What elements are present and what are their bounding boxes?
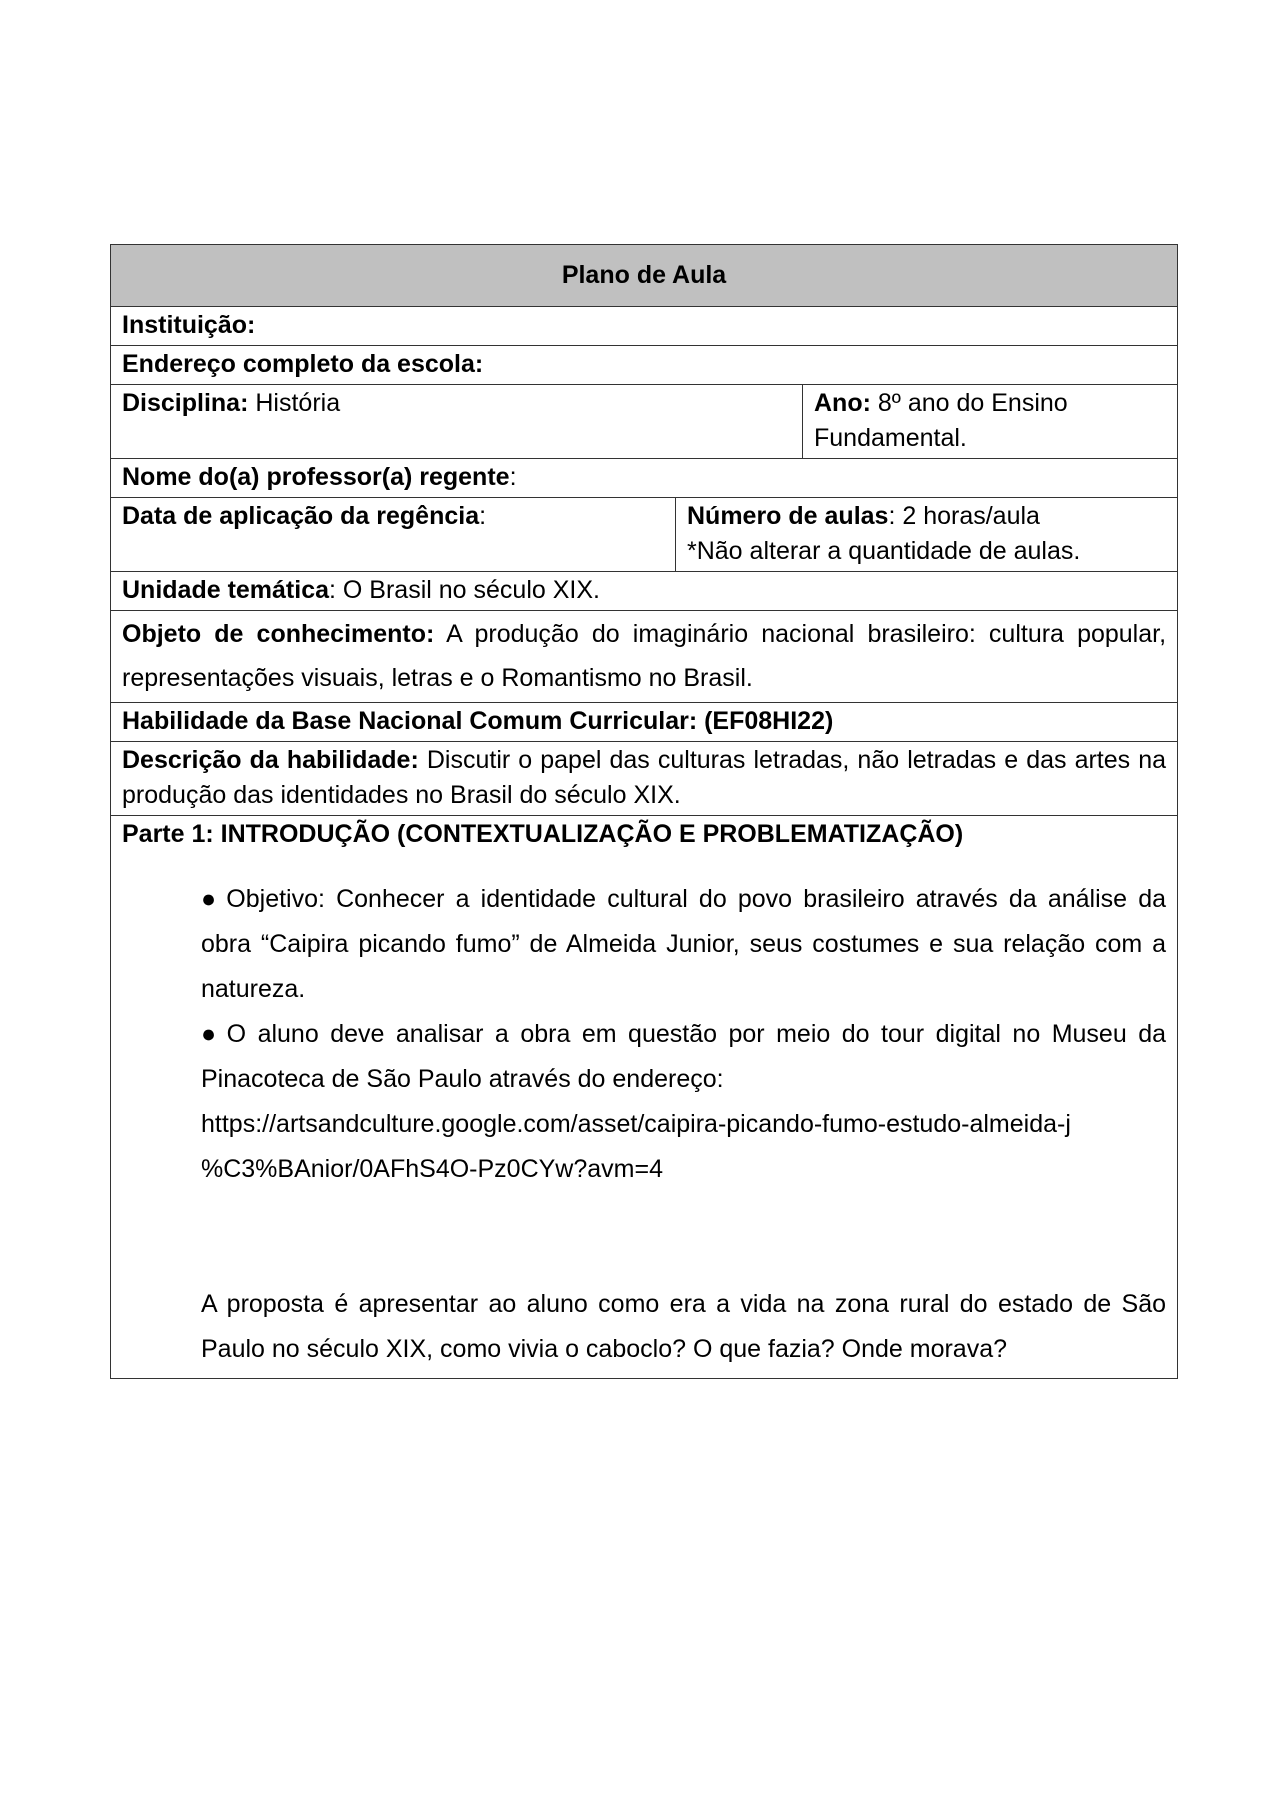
data-numero-row	[111, 498, 1178, 572]
lesson-plan-page	[110, 244, 1177, 1379]
objeto-cell	[111, 611, 1178, 703]
instituicao-row	[111, 307, 1178, 346]
objeto-label: Objeto de conhecimento:	[122, 620, 435, 648]
bullet-objetivo-text: Objetivo: Conhecer a identidade cultural do povo brasileiro através da análise da obra “Caipira picando fumo” de Almeida Junior, seus costumes e sua relação com a natureza.	[201, 885, 1167, 1003]
unidade-cell	[111, 572, 1178, 611]
disciplina-cell	[111, 385, 803, 459]
numero-label: Número de aulas	[687, 502, 889, 530]
professor-row	[111, 459, 1178, 498]
numero-cell	[676, 498, 1178, 572]
ano-cell	[803, 385, 1178, 459]
objeto-value: A produção do imaginário nacional brasileiro: cultura popular, representações visuais, letras e o Romantismo no Brasil.	[122, 620, 1167, 692]
descricao-label: Descrição da habilidade:	[122, 746, 419, 774]
endereco-label: Endereço completo da escola:	[111, 346, 1178, 385]
lesson-plan-table	[110, 244, 1178, 1379]
professor-colon: :	[509, 463, 517, 491]
instituicao-label: Instituição:	[111, 307, 1178, 346]
professor-label: Nome do(a) professor(a) regente	[122, 463, 510, 491]
data-colon: :	[479, 502, 487, 530]
url-line-1: https://artsandculture.google.com/asset/caipira-picando-fumo-estudo-almeida-j	[201, 1110, 1071, 1138]
bullet-objetivo	[201, 877, 1166, 1012]
endereco-row	[111, 346, 1178, 385]
disciplina-label: Disciplina:	[122, 389, 249, 417]
numero-note: *Não alterar a quantidade de aulas.	[687, 537, 1081, 565]
unidade-label: Unidade temática	[122, 576, 330, 604]
habilidade-row	[111, 703, 1178, 742]
professor-cell	[111, 459, 1178, 498]
numero-value: : 2 horas/aula	[888, 502, 1040, 530]
disciplina-value: História	[248, 389, 341, 417]
title-row	[111, 245, 1178, 307]
parte1-heading: Parte 1: INTRODUÇÃO (CONTEXTUALIZAÇÃO E PROBLEMATIZAÇÃO)	[122, 820, 964, 848]
data-label: Data de aplicação da regência	[122, 502, 480, 530]
parte1-row	[111, 816, 1178, 1379]
url-line-2: %C3%BAnior/0AFhS4O-Pz0CYw?avm=4	[201, 1155, 663, 1183]
unidade-value: : O Brasil no século XIX.	[329, 576, 600, 604]
ano-label: Ano:	[814, 389, 871, 417]
bullet-icon: ●	[201, 1020, 221, 1048]
plan-title: Plano de Aula	[111, 245, 1178, 307]
ano-value: 8º ano do Ensino Fundamental.	[814, 389, 1068, 452]
objeto-row	[111, 611, 1178, 703]
bullet-icon: ●	[201, 885, 221, 913]
parte1-cell	[111, 816, 1178, 1379]
parte1-body	[201, 877, 1166, 1372]
data-cell	[111, 498, 676, 572]
unidade-row	[111, 572, 1178, 611]
descricao-value: Discutir o papel das culturas letradas, não letradas e das artes na produção das identidades no Brasil do século XIX.	[122, 746, 1167, 809]
habilidade-label: Habilidade da Base Nacional Comum Curricular: (EF08HI22)	[111, 703, 1178, 742]
disciplina-ano-row	[111, 385, 1178, 459]
blank-spacer	[201, 1192, 1166, 1282]
bullet-analisar	[201, 1012, 1166, 1102]
bullet-analisar-text: O aluno deve analisar a obra em questão por meio do tour digital no Museu da Pinacoteca de São Paulo através do endereço:	[201, 1020, 1167, 1093]
proposta-text: A proposta é apresentar ao aluno como era a vida na zona rural do estado de São Paulo no século XIX, como vivia o caboclo? O que fazia? Onde morava?	[201, 1290, 1167, 1363]
descricao-row	[111, 742, 1178, 816]
descricao-cell	[111, 742, 1178, 816]
